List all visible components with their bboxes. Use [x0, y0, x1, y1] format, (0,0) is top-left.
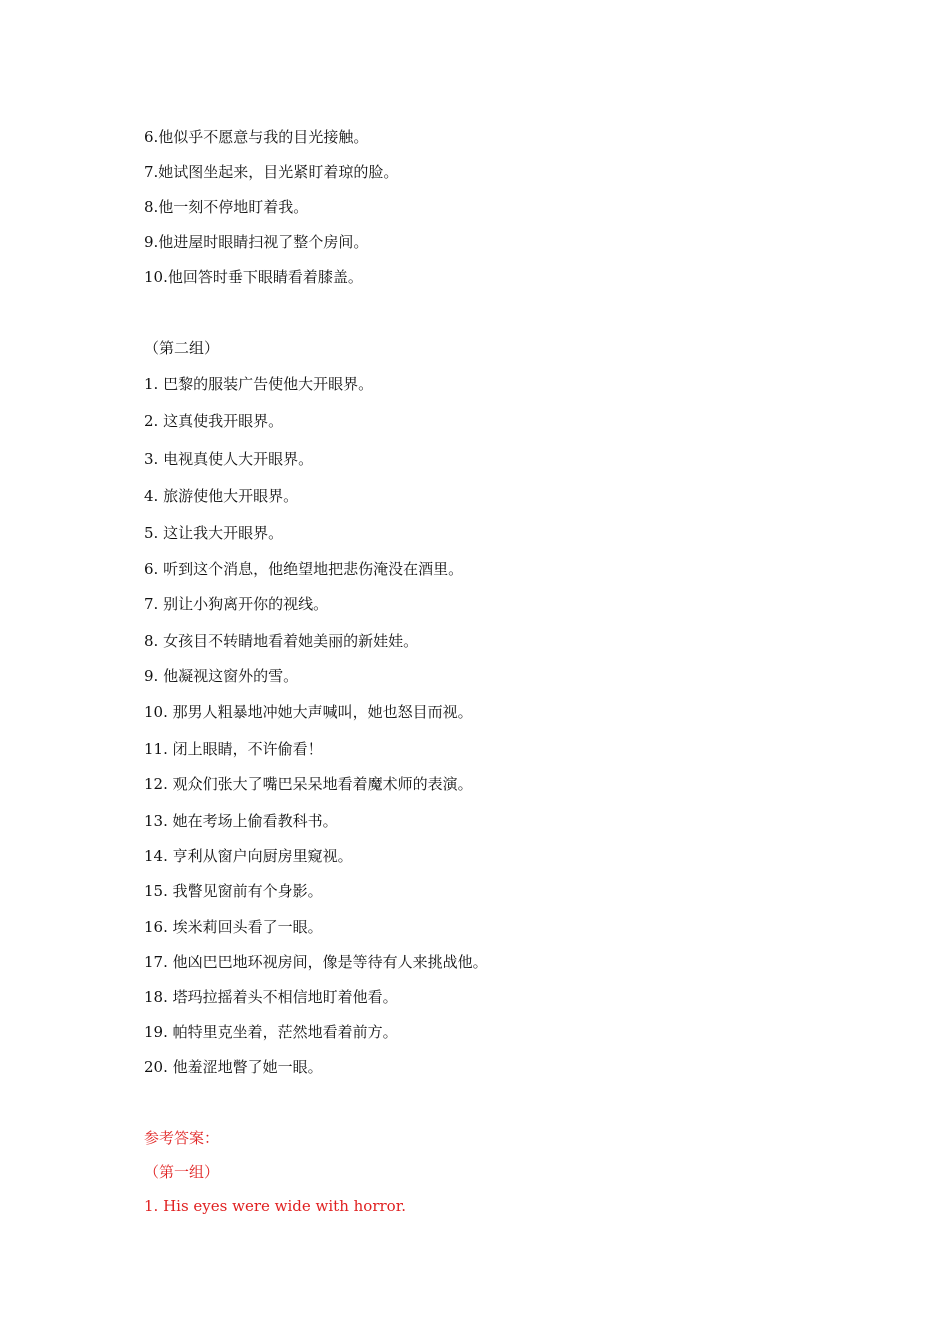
group2-item-8: 8. 女孩目不转睛地看着她美丽的新娃娃。 — [144, 632, 419, 650]
group2-item-16: 16. 埃米莉回头看了一眼。 — [144, 918, 323, 936]
group1-item-9: 9.他进屋时眼睛扫视了整个房间。 — [144, 233, 369, 251]
group2-item-13: 13. 她在考场上偷看教科书。 — [144, 812, 338, 830]
group2-item-6: 6. 听到这个消息，他绝望地把悲伤淹没在酒里。 — [144, 560, 464, 578]
group2-item-5: 5. 这让我大开眼界。 — [144, 524, 284, 542]
group2-item-11: 11. 闭上眼睛，不许偷看！ — [144, 740, 323, 758]
group2-item-3: 3. 电视真使人大开眼界。 — [144, 450, 314, 468]
group2-item-17: 17. 他凶巴巴地环视房间，像是等待有人来挑战他。 — [144, 953, 488, 971]
group2-heading: （第二组） — [144, 339, 220, 357]
answers-item-1: 1. His eyes were wide with horror. — [144, 1197, 406, 1215]
group2-item-12: 12. 观众们张大了嘴巴呆呆地看着魔术师的表演。 — [144, 775, 473, 793]
group2-item-1: 1. 巴黎的服装广告使他大开眼界。 — [144, 375, 374, 393]
answers-title: 参考答案： — [144, 1129, 220, 1147]
group1-item-6: 6.他似乎不愿意与我的目光接触。 — [144, 128, 369, 146]
group2-item-15: 15. 我瞥见窗前有个身影。 — [144, 882, 323, 900]
group2-item-20: 20. 他羞涩地瞥了她一眼。 — [144, 1058, 323, 1076]
group2-item-9: 9. 他凝视这窗外的雪。 — [144, 667, 299, 685]
group2-item-10: 10. 那男人粗暴地冲她大声喊叫，她也怒目而视。 — [144, 703, 473, 721]
group1-item-10: 10.他回答时垂下眼睛看着膝盖。 — [144, 268, 363, 286]
group2-item-2: 2. 这真使我开眼界。 — [144, 412, 284, 430]
group2-item-7: 7. 别让小狗离开你的视线。 — [144, 595, 329, 613]
group1-item-8: 8.他一刻不停地盯着我。 — [144, 198, 309, 216]
group1-item-7: 7.她试图坐起来，目光紧盯着琼的脸。 — [144, 163, 399, 181]
answers-group1-heading: （第一组） — [144, 1163, 220, 1181]
group2-item-18: 18. 塔玛拉摇着头不相信地盯着他看。 — [144, 988, 398, 1006]
group2-item-14: 14. 亨利从窗户向厨房里窥视。 — [144, 847, 353, 865]
group2-item-4: 4. 旅游使他大开眼界。 — [144, 487, 299, 505]
group2-item-19: 19. 帕特里克坐着，茫然地看着前方。 — [144, 1023, 398, 1041]
